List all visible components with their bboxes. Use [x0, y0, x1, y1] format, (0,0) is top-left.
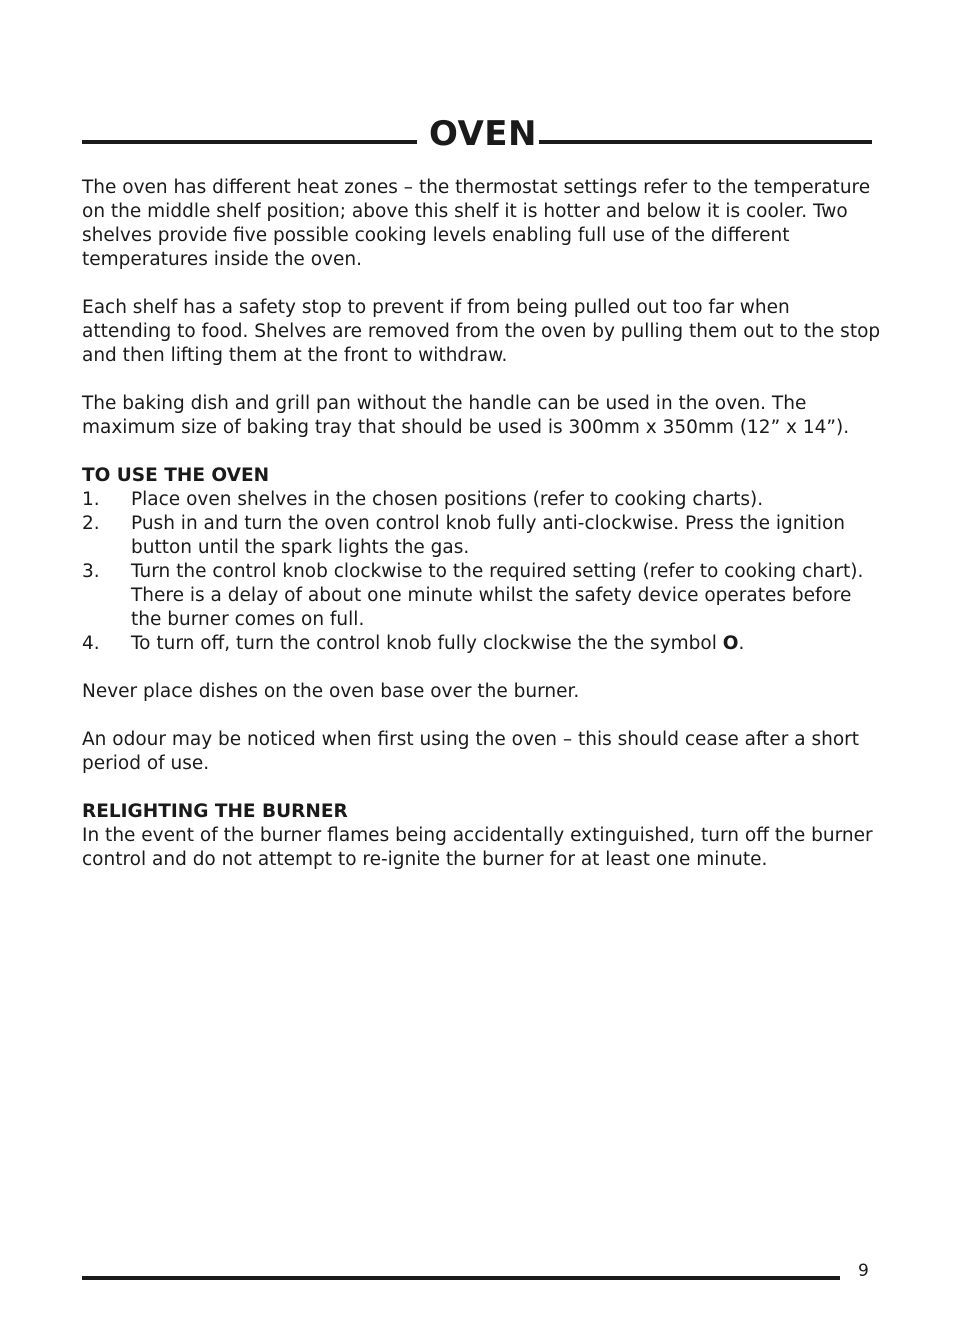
relighting-paragraph: In the event of the burner flames being accidentally extinguished, turn off the burner control and do not attempt to re-ignite the burner for at least one minute. — [82, 825, 873, 870]
page-content — [82, 176, 882, 896]
step-text: Turn the control knob clockwise to the required setting (refer to cooking chart). There is a delay of about one minute whilst the safety device operates before the burner comes on full. — [131, 561, 864, 630]
step-text-end: . — [738, 633, 745, 654]
intro-paragraph-safety-stop: Each shelf has a safety stop to prevent if from being pulled out too far when attending to food. Shelves are removed from the oven by pulling them out to the stop and then lifting them at the front to withdraw. — [82, 297, 881, 366]
intro-paragraph-heat-zones: The oven has different heat zones – the thermostat settings refer to the temperature on the middle shelf position; above this shelf it is hotter and below it is cooler. Two shelves provide five possible cooking levels enabling full use of the different temperatures inside the oven. — [82, 177, 871, 270]
use-oven-steps — [82, 488, 882, 656]
step-text-container — [131, 632, 882, 656]
step-text: To turn off, turn the control knob fully clockwise the the symbol — [131, 633, 723, 654]
page-number: 9 — [858, 1261, 869, 1281]
title-rule-left — [82, 140, 417, 144]
footer-rule — [82, 1276, 840, 1280]
step-number: 4. — [82, 633, 100, 654]
title-row — [82, 110, 872, 158]
step-text: Place oven shelves in the chosen positions (refer to cooking charts). — [131, 489, 764, 510]
intro-paragraph-baking-tray: The baking dish and grill pan without the handle can be used in the oven. The maximum size of baking tray that should be used is 300mm x 350mm (12” x 14”). — [82, 393, 850, 438]
title-rule-right — [539, 140, 872, 144]
step-item — [82, 560, 882, 632]
step-number: 3. — [82, 561, 100, 582]
step-item — [82, 632, 882, 656]
step-number: 1. — [82, 489, 100, 510]
page-title: OVEN — [429, 114, 537, 154]
section-heading-relighting: RELIGHTING THE BURNER — [82, 801, 348, 822]
note-odour: An odour may be noticed when first using the oven – this should cease after a short period of use. — [82, 729, 860, 774]
off-symbol: O — [722, 633, 739, 654]
step-item — [82, 512, 882, 560]
step-number: 2. — [82, 513, 100, 534]
section-heading-use-oven: TO USE THE OVEN — [82, 465, 270, 486]
step-text: Push in and turn the oven control knob fully anti-clockwise. Press the ignition button until the spark lights the gas. — [131, 513, 846, 558]
note-oven-base: Never place dishes on the oven base over the burner. — [82, 681, 580, 702]
step-item — [82, 488, 882, 512]
